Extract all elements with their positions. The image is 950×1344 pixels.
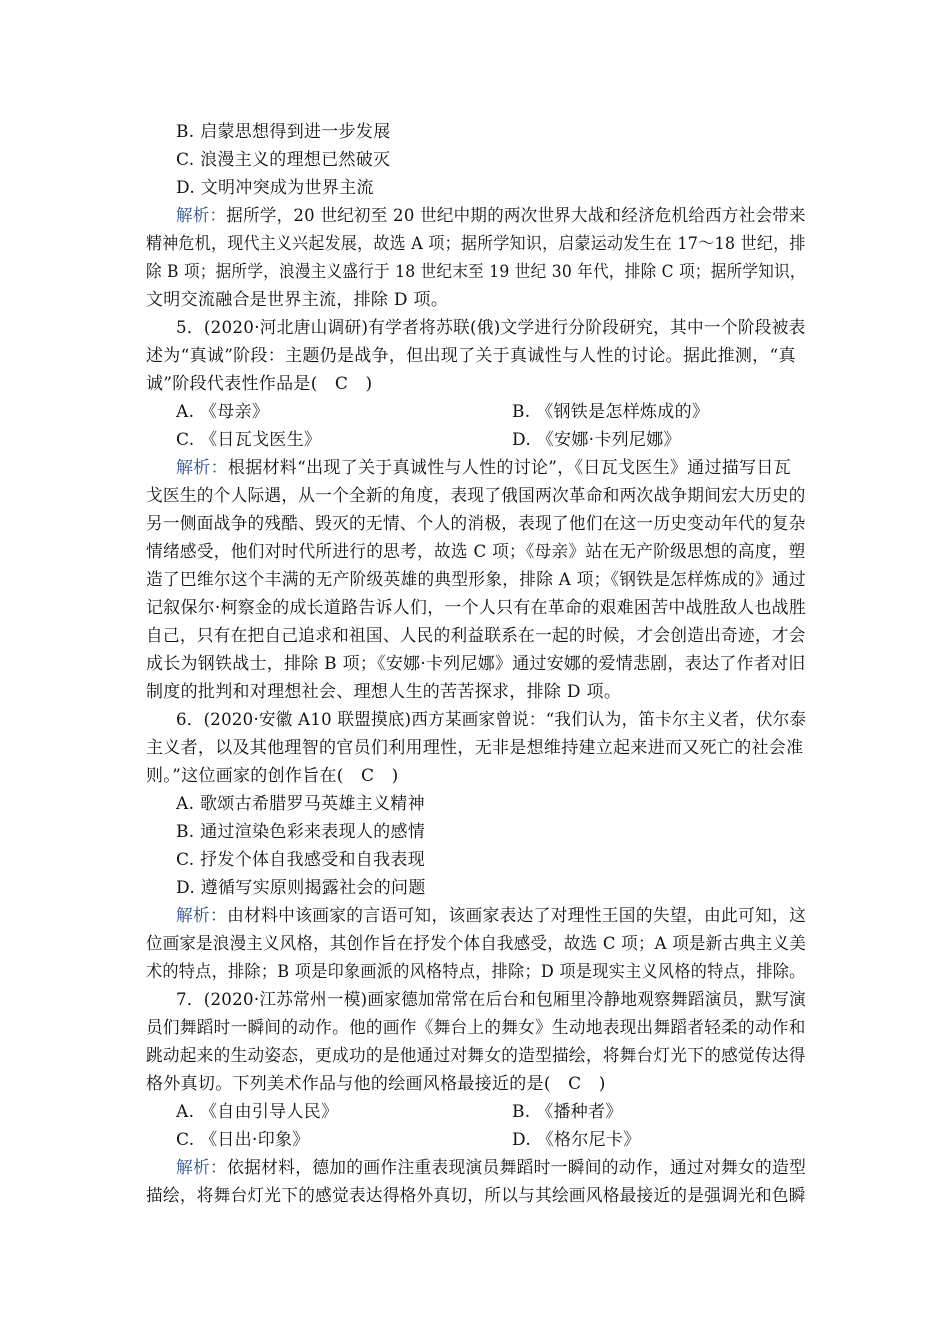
analysis-label: 解析：: [176, 1158, 228, 1178]
q6-option-b: B. 通过渲染色彩来表现人的感情: [176, 822, 426, 842]
q7-analysis: [176, 1154, 806, 1182]
q4-option-d: D. 文明冲突成为世界主流: [176, 178, 374, 198]
q4-option-c: C. 浪漫主义的理想已然破灭: [176, 150, 391, 170]
q4-option-b: B. 启蒙思想得到进一步发展: [176, 122, 391, 142]
analysis-text: 根据材料“出现了关于真诚性与人性的讨论”，《日瓦戈医生》通过描写日瓦: [227, 458, 791, 478]
q7-option-a: A. 《自由引导人民》: [176, 1102, 339, 1122]
q5-analysis-line: 造了巴维尔这个丰满的无产阶级英雄的典型形象，排除 A 项；《钢铁是怎样炼成的》通过: [146, 570, 806, 590]
analysis-label: 解析：: [176, 206, 227, 226]
q5-option-d: D. 《安娜·卡列尼娜》: [512, 430, 681, 450]
q7-stem-line: 跳动起来的生动姿态，更成功的是他通过对舞女的造型描绘，将舞台灯光下的感觉传达得: [146, 1046, 806, 1066]
q5-analysis-line: 记叙保尔·柯察金的成长道路告诉人们，一个人只有在革命的艰难困苦中战胜敌人也战胜: [146, 598, 807, 618]
analysis-label: 解析：: [176, 458, 228, 478]
q4-analysis: [176, 202, 806, 230]
q5-analysis-line: 成长为钢铁战士，排除 B 项；《安娜·卡列尼娜》通过安娜的爱情悲剧，表达了作者对旧: [146, 654, 806, 674]
q6-analysis-line: 术的特点，排除；B 项是印象画派的风格特点，排除；D 项是现实主义风格的特点，排除。: [146, 962, 806, 982]
q7-option-c: C. 《日出·印象》: [176, 1130, 310, 1150]
q4-analysis-line: 除 B 项；据所学，浪漫主义盛行于 18 世纪末至 19 世纪 30 年代，排除 C 项；据所学知识，: [146, 262, 806, 282]
q5-stem-line: 述为“真诚”阶段：主题仍是战争，但出现了关于真诚性与人性的讨论。据此推测，“真: [146, 346, 796, 366]
q4-analysis-line: 文明交流融合是世界主流，排除 D 项。: [146, 290, 449, 310]
q6-option-d: D. 遵循写实原则揭露社会的问题: [176, 878, 426, 898]
q6-option-c: C. 抒发个体自我感受和自我表现: [176, 850, 426, 870]
analysis-text: 据所学，20 世纪初至 20 世纪中期的两次世界大战和经济危机给西方社会带来: [226, 206, 806, 226]
q6-analysis: [176, 902, 806, 930]
q7-stem-line: 格外真切。下列美术作品与他的绘画风格最接近的是( C ): [146, 1074, 606, 1094]
q5-analysis-line: 情绪感受，他们对时代所进行的思考，故选 C 项；《母亲》站在无产阶级思想的高度，塑: [146, 542, 806, 562]
analysis-label: 解析：: [176, 906, 228, 926]
q7-stem: 7．(2020·江苏常州一模)画家德加常常在后台和包厢里冷静地观察舞蹈演员，默写演: [176, 990, 807, 1010]
q5-stem: 5．(2020·河北唐山调研)有学者将苏联(俄)文学进行分阶段研究，其中一个阶段被表: [176, 318, 806, 338]
q5-analysis-line: 自己，只有在把自己追求和祖国、人民的利益联系在一起的时候，才会创造出奇迹，才会: [146, 626, 806, 646]
analysis-text: 由材料中该画家的言语可知，该画家表达了对理性王国的失望，由此可知，这: [227, 906, 807, 926]
q5-stem-line: 诚”阶段代表性作品是( C ): [146, 374, 373, 394]
q7-option-b: B. 《播种者》: [512, 1102, 623, 1122]
q6-option-a: A. 歌颂古希腊罗马英雄主义精神: [176, 794, 425, 814]
q5-analysis-line: 戈医生的个人际遇，从一个全新的角度，表现了俄国两次革命和两次战争期间宏大历史的: [146, 486, 806, 506]
q5-analysis-line: 制度的批判和对理想社会、理想人生的苦苦探求，排除 D 项。: [146, 682, 622, 702]
q6-stem: 6．(2020·安徽 A10 联盟摸底)西方某画家曾说：“我们认为，笛卡尔主义者，伏尔泰: [176, 710, 807, 730]
q4-analysis-line: 精神危机，现代主义兴起发展，故选 A 项；据所学知识，启蒙运动发生在 17～18 世纪，排: [146, 234, 806, 254]
q5-analysis-line: 另一侧面战争的残酷、毁灭的无情、个人的消极，表现了他们在这一历史变动年代的复杂: [146, 514, 806, 534]
q6-stem-line: 主义者，以及其他理智的官员们利用理性，无非是想维持建立起来进而又死亡的社会准: [146, 738, 804, 758]
q5-option-a: A. 《母亲》: [176, 402, 270, 422]
q5-option-b: B. 《钢铁是怎样炼成的》: [512, 402, 710, 422]
q5-analysis: [176, 454, 791, 482]
q7-stem-line: 员们舞蹈时一瞬间的动作。他的画作《舞台上的舞女》生动地表现出舞蹈者轻柔的动作和: [146, 1018, 806, 1038]
q7-analysis-line: 描绘，将舞台灯光下的感觉表达得格外真切，所以与其绘画风格最接近的是强调光和色瞬: [146, 1186, 806, 1206]
q6-analysis-line: 位画家是浪漫主义风格，其创作旨在抒发个体自我感受，故选 C 项；A 项是新古典主义美: [146, 934, 807, 954]
q5-option-c: C. 《日瓦戈医生》: [176, 430, 322, 450]
analysis-text: 依据材料，德加的画作注重表现演员舞蹈时一瞬间的动作，通过对舞女的造型: [227, 1158, 807, 1178]
q7-option-d: D. 《格尔尼卡》: [512, 1130, 641, 1150]
q6-stem-line: 则。”这位画家的创作旨在( C ): [146, 766, 399, 786]
